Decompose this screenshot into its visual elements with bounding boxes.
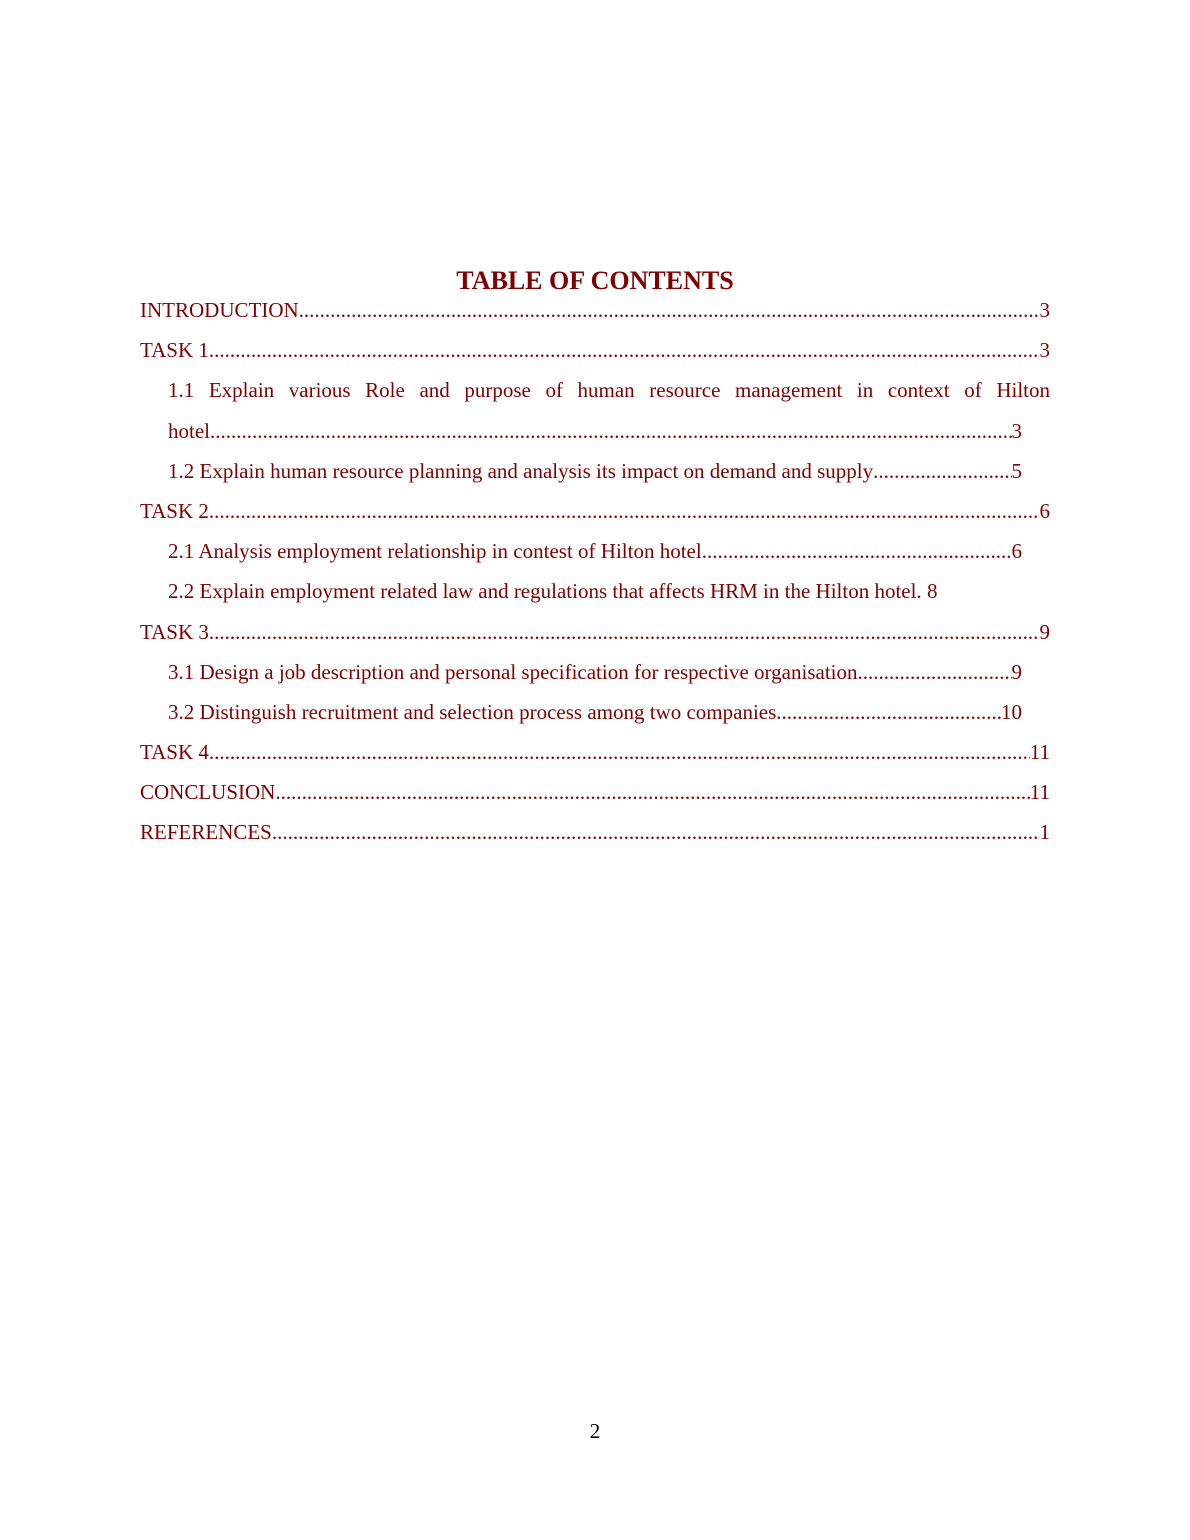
toc-entry-task-3[interactable] xyxy=(140,612,1050,652)
toc-entry-label: INTRODUCTION xyxy=(140,298,299,322)
toc-dot-leader xyxy=(275,772,1029,812)
toc-entry-label: TASK 4 xyxy=(140,740,209,765)
toc-dot-leader xyxy=(209,732,1030,772)
toc-entry-task-1[interactable] xyxy=(140,330,1050,370)
toc-entry-label: 1.1 Explain various Role and purpose of human resource management in context of Hilton xyxy=(168,378,1050,403)
toc-entry-page: 3 xyxy=(1039,298,1050,322)
toc-entry-task-4[interactable] xyxy=(140,732,1050,772)
toc-entry-1-2[interactable] xyxy=(168,451,1022,491)
toc-entry-label: CONCLUSION xyxy=(140,780,276,805)
toc-entry-label: TASK 1 xyxy=(140,338,209,363)
toc-entry-page: 3 xyxy=(1039,338,1050,363)
toc-entry-references[interactable] xyxy=(140,812,1050,852)
toc-dot-leader xyxy=(776,692,1001,732)
toc-entry-label: 3.2 Distinguish recruitment and selection process among two companies xyxy=(168,699,777,724)
toc-entry-label: 1.2 Explain human resource planning and analysis its impact on demand and supply xyxy=(168,458,874,483)
toc-entry-page: 11 xyxy=(1029,740,1050,765)
toc-entry-page: 8 xyxy=(926,579,938,604)
toc-dot-leader xyxy=(209,330,1040,370)
toc-entry-1-1-line-2[interactable] xyxy=(168,411,1022,451)
toc-entry-conclusion[interactable] xyxy=(140,772,1050,812)
toc-entry-page: 9 xyxy=(1011,659,1022,684)
page-number: 2 xyxy=(589,1419,601,1443)
toc-dot-leader xyxy=(209,612,1040,652)
toc-title: TABLE OF CONTENTS xyxy=(456,266,734,295)
toc-entry-page: 5 xyxy=(1011,458,1022,483)
toc-dot-leader xyxy=(702,531,1012,571)
toc-entry-task-2[interactable] xyxy=(140,491,1050,531)
toc-dot-leader xyxy=(210,411,1012,451)
toc-entry-page: 6 xyxy=(1039,498,1050,523)
toc-entry-page: 9 xyxy=(1039,619,1050,644)
toc-entry-label: 2.1 Analysis employment relationship in contest of Hilton hotel xyxy=(168,539,702,564)
toc-dot-leader xyxy=(299,290,1040,330)
toc-entry-introduction[interactable] xyxy=(140,290,1050,330)
toc-entry-label: 2.2 Explain employment related law and regulations that affects HRM in the Hilton hotel. xyxy=(168,579,927,604)
toc-entry-page: 1 xyxy=(1039,820,1050,845)
toc-entry-3-1[interactable] xyxy=(168,652,1022,692)
toc-dot-leader xyxy=(873,451,1011,491)
toc-entry-2-2[interactable] xyxy=(168,571,1022,611)
toc-entry-page: 3 xyxy=(1011,418,1022,443)
toc-entry-label: TASK 3 xyxy=(140,619,209,644)
toc-entry-2-1[interactable] xyxy=(168,531,1022,571)
toc-entry-page: 6 xyxy=(1011,539,1022,564)
toc-entry-label: TASK 2 xyxy=(140,498,209,523)
toc-entry-page: 10 xyxy=(1001,699,1022,724)
table-of-contents xyxy=(140,290,1050,853)
toc-entry-3-2[interactable] xyxy=(168,692,1022,732)
toc-entry-label: REFERENCES xyxy=(140,820,272,845)
toc-entry-label: hotel xyxy=(168,418,210,443)
toc-dot-leader xyxy=(272,812,1040,852)
toc-entry-label: 3.1 Design a job description and personal specification for respective organisation xyxy=(168,659,858,684)
toc-dot-leader xyxy=(209,491,1040,531)
toc-dot-leader xyxy=(858,652,1012,692)
toc-entry-page: 11 xyxy=(1029,780,1050,805)
toc-entry-1-1-line-1[interactable] xyxy=(168,370,1050,410)
